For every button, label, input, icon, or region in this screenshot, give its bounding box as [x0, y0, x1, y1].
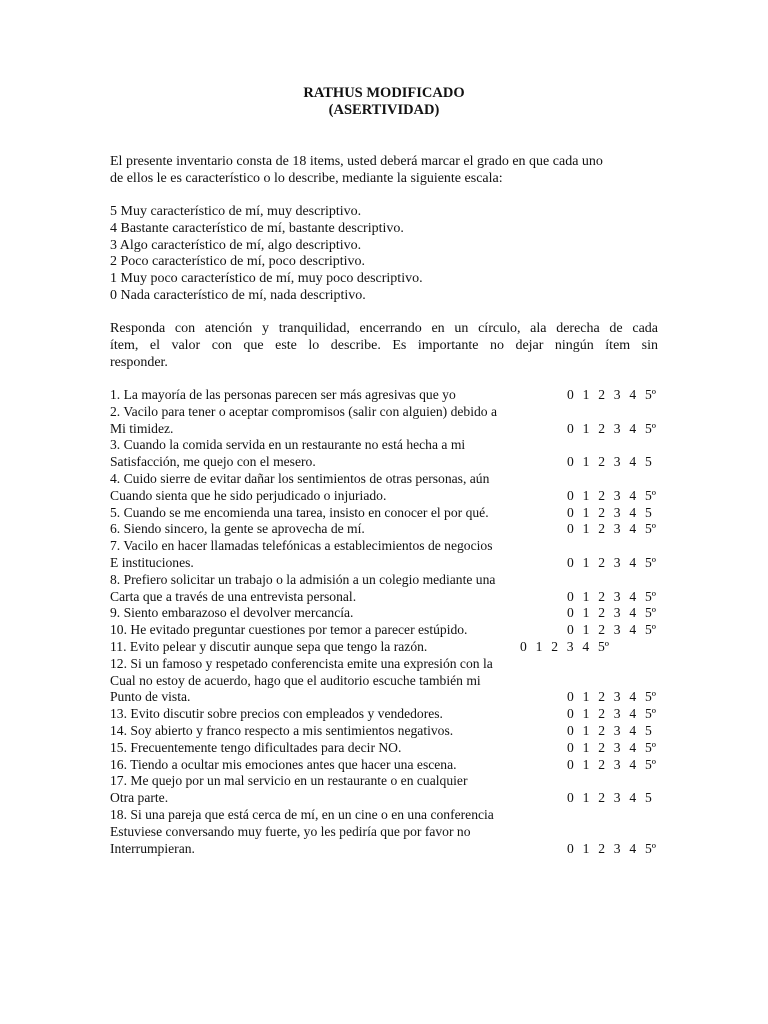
rating-option[interactable]: 5º	[597, 638, 609, 654]
rating-option[interactable]: 3	[613, 722, 621, 738]
questionnaire-row	[110, 639, 670, 656]
questionnaire-row	[110, 622, 670, 639]
questionnaire-row	[110, 841, 670, 858]
rating-option[interactable]: 3	[613, 840, 621, 856]
rating-option[interactable]: 2	[598, 790, 605, 806]
rating-option[interactable]: 2	[598, 722, 605, 738]
questionnaire-row	[110, 572, 670, 589]
rating-option[interactable]: 2	[598, 605, 605, 621]
rating-option[interactable]: 0	[567, 521, 574, 537]
questionnaire-row	[110, 404, 670, 421]
rating-option[interactable]: 3	[613, 756, 621, 772]
rating-option[interactable]: 2	[598, 454, 605, 470]
rating-option[interactable]: 2	[598, 756, 605, 772]
rating-option[interactable]: 4	[629, 605, 637, 621]
item-text: 6. Siendo sincero, la gente se aprovecha de mí.	[110, 521, 365, 537]
rating-option[interactable]: 5º	[644, 420, 656, 436]
rating-option[interactable]: 0	[567, 487, 574, 503]
rating-option[interactable]: 1	[582, 554, 590, 570]
rating-option[interactable]: 1	[582, 387, 590, 402]
rating-scale	[567, 454, 661, 471]
rating-option[interactable]: 4	[629, 420, 637, 436]
rating-option[interactable]: 3	[613, 588, 621, 604]
rating-scale	[567, 740, 661, 757]
rating-option[interactable]: 5º	[644, 739, 656, 755]
questionnaire-row	[110, 555, 670, 572]
document-title: RATHUS MODIFICADO	[303, 85, 465, 101]
rating-option[interactable]: 4	[629, 588, 637, 604]
rating-option[interactable]: 0	[567, 689, 574, 705]
questionnaire-row	[110, 538, 670, 555]
rating-option[interactable]: 5	[644, 504, 652, 520]
rating-option[interactable]: 4	[629, 521, 637, 537]
questionnaire-row	[110, 807, 670, 824]
rating-option[interactable]: 1	[582, 487, 590, 503]
rating-option[interactable]: 5º	[644, 706, 656, 722]
questionnaire-row	[110, 605, 670, 622]
rating-option[interactable]: 4	[629, 706, 637, 722]
rating-scale	[567, 421, 661, 438]
rating-option[interactable]: 1	[582, 605, 590, 621]
rating-scale	[567, 387, 661, 404]
rating-option[interactable]: 5º	[644, 554, 656, 570]
rating-option[interactable]: 5	[644, 790, 652, 806]
item-text: 12. Si un famoso y respetado conferencista emite una expresión con la	[110, 655, 493, 671]
item-text: 11. Evito pelear y discutir aunque sepa que tengo la razón.	[110, 638, 428, 654]
rating-option[interactable]: 1	[582, 790, 590, 806]
rating-option[interactable]: 0	[520, 638, 527, 654]
scale-item: 1 Muy poco característico de mí, muy poco descriptivo.	[110, 271, 423, 287]
rating-option[interactable]: 3	[613, 739, 621, 755]
item-text: 3. Cuando la comida servida en un restaurante no está hecha a mi	[110, 437, 466, 453]
rating-scale	[567, 488, 661, 505]
rating-option[interactable]: 5º	[644, 521, 656, 537]
questionnaire-row	[110, 421, 670, 438]
rating-option[interactable]: 2	[598, 622, 605, 638]
scale-item: 2 Poco característico de mí, poco descriptivo.	[110, 254, 366, 270]
rating-option[interactable]: 1	[582, 739, 590, 755]
rating-option[interactable]: 1	[582, 756, 590, 772]
item-text: 17. Me quejo por un mal servicio en un restaurante o en cualquier	[110, 773, 468, 789]
item-text: 16. Tiendo a ocultar mis emociones antes que hacer una escena.	[110, 756, 457, 772]
rating-option[interactable]: 1	[535, 638, 543, 654]
rating-option[interactable]: 4	[629, 739, 637, 755]
rating-option[interactable]: 3	[613, 454, 621, 470]
item-text: Otra parte.	[110, 790, 169, 806]
rating-option[interactable]: 0	[567, 622, 574, 638]
rating-option[interactable]: 2	[598, 840, 605, 856]
item-text: 1. La mayoría de las personas parecen ser más agresivas que yo	[110, 387, 456, 402]
rating-option[interactable]: 3	[613, 487, 621, 503]
questionnaire-row	[110, 757, 670, 774]
rating-option[interactable]: 3	[613, 387, 621, 402]
item-text: Mi timidez.	[110, 420, 174, 436]
rating-option[interactable]: 1	[582, 504, 590, 520]
rating-option[interactable]: 0	[567, 722, 574, 738]
rating-option[interactable]: 1	[582, 706, 590, 722]
instructions-line: responder.	[110, 355, 168, 370]
rating-scale	[567, 790, 661, 807]
item-text: E instituciones.	[110, 554, 194, 570]
item-text: 13. Evito discutir sobre precios con empleados y vendedores.	[110, 706, 443, 722]
rating-option[interactable]: 4	[629, 689, 637, 705]
questionnaire-row	[110, 488, 670, 505]
scale-item: 3 Algo característico de mí, algo descriptivo.	[110, 237, 362, 253]
item-text: 10. He evitado preguntar cuestiones por temor a parecer estúpido.	[110, 622, 468, 638]
item-text: 4. Cuido sierre de evitar dañar los sentimientos de otras personas, aún	[110, 470, 490, 486]
rating-option[interactable]: 0	[567, 840, 574, 856]
rating-option[interactable]: 0	[567, 739, 574, 755]
rating-option[interactable]: 2	[551, 638, 558, 654]
rating-option[interactable]: 2	[598, 706, 605, 722]
questionnaire-row	[110, 689, 670, 706]
questionnaire-row	[110, 656, 670, 673]
rating-option[interactable]: 2	[598, 739, 605, 755]
item-text: 15. Frecuentemente tengo dificultades para decir NO.	[110, 739, 402, 755]
rating-option[interactable]: 0	[567, 605, 574, 621]
questionnaire-row	[110, 706, 670, 723]
rating-scale	[567, 723, 661, 740]
questionnaire-row	[110, 387, 670, 404]
questionnaire-row	[110, 454, 670, 471]
rating-option[interactable]: 3	[613, 521, 621, 537]
rating-option[interactable]: 0	[567, 387, 574, 402]
rating-option[interactable]: 4	[629, 840, 637, 856]
rating-option[interactable]: 2	[598, 588, 605, 604]
questionnaire-row	[110, 505, 670, 522]
rating-option[interactable]: 3	[613, 554, 621, 570]
rating-option[interactable]: 2	[598, 554, 605, 570]
rating-option[interactable]: 1	[582, 689, 590, 705]
rating-option[interactable]: 2	[598, 504, 605, 520]
document-subtitle: (ASERTIVIDAD)	[328, 102, 440, 118]
rating-option[interactable]: 5º	[644, 605, 656, 621]
intro-line: de ellos le es característico o lo describe, mediante la siguiente escala:	[110, 171, 503, 186]
rating-option[interactable]: 0	[567, 504, 574, 520]
item-text: 5. Cuando se me encomienda una tarea, insisto en conocer el por qué.	[110, 504, 489, 520]
rating-option[interactable]: 4	[629, 554, 637, 570]
rating-option[interactable]: 0	[567, 454, 574, 470]
instructions-line: Responda con atención y tranquilidad, encerrando en un círculo, ala derecha de cada	[110, 321, 658, 336]
rating-option[interactable]: 0	[567, 756, 574, 772]
rating-option[interactable]: 4	[582, 638, 590, 654]
item-text: 18. Si una pareja que está cerca de mí, en un cine o en una conferencia	[110, 806, 494, 822]
rating-option[interactable]: 3	[613, 689, 621, 705]
rating-option[interactable]: 4	[629, 756, 637, 772]
rating-option[interactable]: 5º	[644, 387, 656, 402]
rating-option[interactable]: 3	[613, 504, 621, 520]
rating-option[interactable]: 1	[582, 722, 590, 738]
rating-option[interactable]: 2	[598, 420, 605, 436]
rating-option[interactable]: 2	[598, 387, 605, 402]
scale-item: 0 Nada característico de mí, nada descriptivo.	[110, 287, 366, 303]
rating-option[interactable]: 5º	[644, 689, 656, 705]
rating-option[interactable]: 0	[567, 790, 574, 806]
questionnaire-row	[110, 790, 670, 807]
item-text: Cuando sienta que he sido perjudicado o injuriado.	[110, 487, 387, 503]
questionnaire-row	[110, 723, 670, 740]
questionnaire-row	[110, 521, 670, 538]
rating-option[interactable]: 5º	[644, 622, 656, 638]
rating-option[interactable]: 1	[582, 622, 590, 638]
rating-option[interactable]: 5	[644, 722, 652, 738]
rating-scale	[567, 521, 661, 538]
rating-option[interactable]: 1	[582, 420, 590, 436]
rating-option[interactable]: 0	[567, 588, 574, 604]
rating-scale	[567, 706, 661, 723]
rating-scale	[567, 841, 661, 858]
rating-scale	[567, 689, 661, 706]
item-text: Punto de vista.	[110, 689, 191, 705]
scale-item: 5 Muy característico de mí, muy descriptivo.	[110, 204, 362, 219]
rating-option[interactable]: 3	[613, 790, 621, 806]
rating-option[interactable]: 4	[629, 622, 637, 638]
rating-option[interactable]: 4	[629, 504, 637, 520]
rating-option[interactable]: 4	[629, 387, 637, 402]
instructions-paragraph	[110, 320, 658, 371]
rating-option[interactable]: 0	[567, 554, 574, 570]
item-text: Interrumpieran.	[110, 840, 195, 856]
rating-option[interactable]: 3	[613, 622, 621, 638]
rating-option[interactable]: 3	[613, 706, 621, 722]
rating-option[interactable]: 3	[613, 605, 621, 621]
scale-list	[110, 203, 423, 304]
rating-option[interactable]: 5	[644, 454, 652, 470]
rating-option[interactable]: 5º	[644, 588, 656, 604]
scale-item: 4 Bastante característico de mí, bastante descriptivo.	[110, 220, 404, 236]
rating-option[interactable]: 1	[582, 588, 590, 604]
questionnaire-row	[110, 773, 670, 790]
item-text: 2. Vacilo para tener o aceptar compromisos (salir con alguien) debido a	[110, 403, 498, 419]
rating-option[interactable]: 3	[613, 420, 621, 436]
instructions-line: ítem, el valor con que este lo describe. Es importante no dejar ningún ítem sin	[110, 338, 658, 353]
rating-option[interactable]: 4	[629, 454, 637, 470]
intro-line: El presente inventario consta de 18 items, usted deberá marcar el grado en que cada uno	[110, 154, 603, 169]
rating-option[interactable]: 5º	[644, 756, 656, 772]
item-text: 7. Vacilo en hacer llamadas telefónicas a establecimientos de negocios	[110, 538, 493, 554]
rating-option[interactable]: 2	[598, 521, 605, 537]
questionnaire-row	[110, 740, 670, 757]
rating-scale	[567, 757, 661, 774]
rating-scale	[567, 589, 661, 606]
rating-option[interactable]: 5º	[644, 487, 656, 503]
rating-scale	[567, 505, 661, 522]
questionnaire-row	[110, 673, 670, 690]
item-text: 8. Prefiero solicitar un trabajo o la admisión a un colegio mediante una	[110, 571, 496, 587]
questionnaire-row	[110, 437, 670, 454]
rating-option[interactable]: 5º	[644, 840, 656, 856]
item-text: 9. Siento embarazoso el devolver mercancía.	[110, 605, 354, 621]
item-text: Cual no estoy de acuerdo, hago que el auditorio escuche también mi	[110, 672, 481, 688]
rating-scale	[567, 622, 661, 639]
item-text: Carta que a través de una entrevista personal.	[110, 588, 357, 604]
questionnaire-row	[110, 471, 670, 488]
questionnaire-row	[110, 589, 670, 606]
rating-scale	[520, 639, 614, 656]
rating-scale	[567, 605, 661, 622]
rating-option[interactable]: 4	[629, 722, 637, 738]
questionnaire-row	[110, 824, 670, 841]
rating-option[interactable]: 3	[566, 638, 574, 654]
rating-option[interactable]: 0	[567, 420, 574, 436]
rating-option[interactable]: 2	[598, 487, 605, 503]
questionnaire-items	[110, 387, 670, 857]
rating-option[interactable]: 2	[598, 689, 605, 705]
item-text: 14. Soy abierto y franco respecto a mis sentimientos negativos.	[110, 722, 454, 738]
rating-option[interactable]: 1	[582, 454, 590, 470]
rating-option[interactable]: 4	[629, 790, 637, 806]
rating-option[interactable]: 4	[629, 487, 637, 503]
rating-option[interactable]: 0	[567, 706, 574, 722]
item-text: Estuviese conversando muy fuerte, yo les pediría que por favor no	[110, 823, 471, 839]
intro-paragraph	[110, 153, 658, 187]
item-text: Satisfacción, me quejo con el mesero.	[110, 454, 316, 470]
rating-scale	[567, 555, 661, 572]
rating-option[interactable]: 1	[582, 521, 590, 537]
rating-option[interactable]: 1	[582, 840, 590, 856]
